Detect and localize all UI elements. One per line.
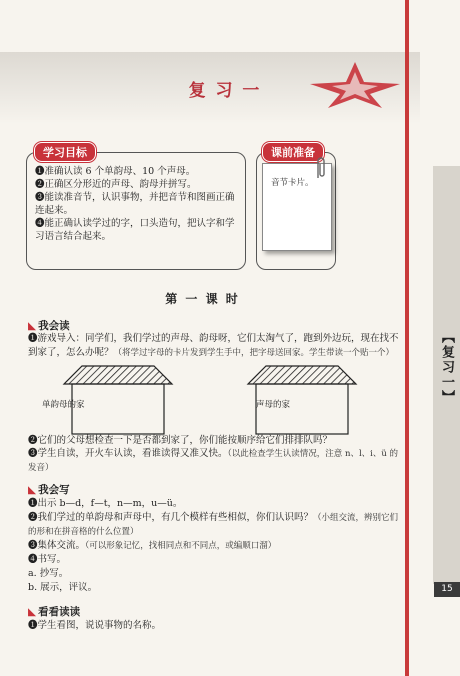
write-item-1: ❶出示 b—d，f—t，n—m，u—ü。: [28, 498, 183, 509]
learning-goals-badge: 学习目标: [34, 142, 96, 162]
triangle-marker-icon: ◣: [28, 320, 37, 332]
section-heading-read: ◣ 我会读: [28, 320, 70, 332]
preparation-badge: 课前准备: [262, 142, 324, 162]
read-paragraph-2: ❷它们的父母想检查一下是否都到家了，你们能按顺序给它们排排队吗？: [28, 435, 333, 446]
triangle-marker-icon: ◣: [28, 606, 37, 618]
write-item-4b: b. 展示，评议。: [28, 582, 98, 593]
star-decoration-icon: [300, 60, 410, 110]
page-number: 15: [434, 582, 460, 597]
triangle-marker-icon: ◣: [28, 484, 37, 496]
section-heading-write: ◣ 我会写: [28, 484, 70, 496]
section-heading-look: ◣ 看看读读: [28, 606, 81, 618]
read-paragraph-1: ❶游戏导入：同学们，我们学过的声母、韵母呀，它们太淘气了，跑到外边玩，现在找不到家了，怎么办呢？（将学过字母的卡片发到学生手中，把字母送回家。学生带读一个贴一个）: [28, 333, 399, 358]
goal-item: ❷正确区分形近的声母、韵母并拼写。: [35, 179, 197, 190]
write-item-4: ❹书写。: [28, 554, 67, 565]
card-text: 音节卡片。: [271, 178, 314, 188]
house-label-right: 声母的家: [256, 400, 291, 410]
goal-item: ❸能读准音节，认识事物，并把音节和图画正确连起来。: [35, 192, 235, 216]
write-note-2: （小组交流，辨别它们的形和在拼音格的什么位置）: [28, 513, 399, 537]
side-tab-label: 【复习一】: [439, 330, 454, 405]
read-paragraph-3: ❸学生自读，开火车认读，看谁读得又准又快。（以此检查学生认读情况，注意 n、l、i、ü 的发音）: [28, 448, 399, 473]
paperclip-icon: [314, 156, 328, 180]
write-item-3: ❸集体交流。（可以形象记忆，找相同点和不同点，或编顺口溜）: [28, 540, 277, 551]
lesson-title: 第 一 课 时: [165, 292, 240, 306]
goal-item: ❶准确认读 6 个单韵母、10 个声母。: [35, 166, 196, 177]
read-note-3: （以此检查学生认读情况，注意 n、l、i、ü 的发音）: [28, 449, 399, 473]
goal-item: ❹能正确认读学过的字，口头造句，把认字和学习语言结合起来。: [35, 218, 235, 242]
write-item-4a: a. 抄写。: [28, 568, 69, 579]
write-note-3: （可以形象记忆，找相同点和不同点，或编顺口溜）: [85, 541, 277, 551]
house-label-left: 单韵母的家: [42, 400, 85, 410]
page-title: 复 习 一: [188, 81, 262, 101]
look-paragraph-1: ❶学生看图，说说事物的名称。: [28, 620, 162, 631]
learning-goals-box: [26, 152, 246, 270]
read-note-1: （将学过字母的卡片发到学生手中，把字母送回家。学生带读一个贴一个）: [113, 348, 395, 358]
goals-list: [35, 165, 235, 243]
write-item-2: ❷我们学过的单韵母和声母中，有几个模样有些相似，你们认识吗？（小组交流，辨别它们的形和在拼音格的什么位置）: [28, 512, 399, 537]
